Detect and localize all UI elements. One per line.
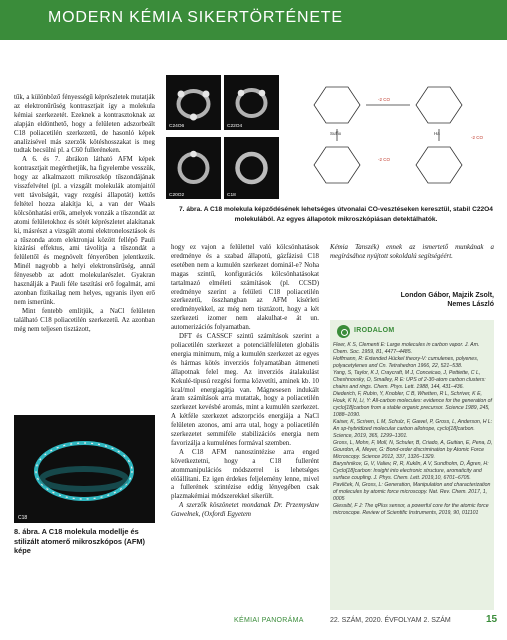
fig7-panel-label: C18 bbox=[227, 193, 236, 198]
figure-7-caption: 7. ábra. A C18 molekula képződésének lehetséges útvonalai CO-vesztéseken keresztül, stabil C22O4 molekulából. Az egyes állapotok mikroszkópiásan detektálhatók. bbox=[179, 206, 493, 223]
reference-item: Yang, S, Taylor, K J, Craycraft, M J, Conceicao, J, Pettiette, C L, Cheshnovsky, O, Smalley, R E: UPS of 2-30-atom carbon clusters: chains and rings. Chem. Phys. Lett. 1988, 144, 431–436. bbox=[333, 370, 486, 390]
paragraph: DFT és CASSCF szintű számítások szerint a poliacetilén szerkezet a potenciálfelületen globális energia minimum, míg a kumulén szerkezet az egyes és hármas kötés inverziós folyamatában átmeneti állapotnak felel meg. Az inverziós átalakulást Kekulé-típusú rezgési forma közvetíti, aminek kb. 10 kcal/mol energiagátja van. Mágnesesen indukált áram számítások arra mutattak, hogy a poliacetilén szerkezet kevésbé aromás, mint a kumulén szerkezet. A kétféle szerkezet adszorpciós energiája a NaCl felületen azonos, ami arra utal, hogy a poliacetilén szerkezetet semmiféle stabilizációs energia nem favorizálja a kumulénes formával szemben. bbox=[171, 333, 319, 447]
reference-item: Baryshnikov, G, V, Valiev, R, R, Kuklin, A V, Sundholm, D, Ågren, H: Cyclo[18]carbon: Insight into electronic structure, aromaticity and surface coupling. J. Phys. Chem. Lett. 2019,10, 6701–6705. bbox=[333, 461, 489, 481]
fig7-panel-label: C24O6 bbox=[169, 124, 185, 129]
co-label: -2 CO bbox=[378, 97, 391, 102]
molecule-structure bbox=[416, 87, 462, 123]
reference-item: Gross, L, Mohn, F, Moll, N, Schuler, B, Criado, A, Guitian, E, Pena, D, Gourdon, A, Meyer, G: Bond-order discrimination by Atomic Force Microscopy. Science 2012, 337, 1326–1329. bbox=[333, 440, 493, 460]
fig8-tag: C18 bbox=[18, 515, 28, 521]
figure-8-caption: 8. ábra. A C18 molekula modellje és stilizált atomerő mikroszkópos (AFM) képe bbox=[14, 527, 145, 556]
reference-item: Hoffmann, R: Extended Hückel theory-V: cumulenes, polyenes, polyacetylenes and Cn. Tetrahedron 1966, 22, 521–538. bbox=[333, 356, 479, 369]
scheme-label: Ha bbox=[434, 131, 440, 136]
fig7-panel-4 bbox=[224, 137, 279, 199]
author-line: London Gábor, Majzik Zsolt, bbox=[400, 292, 494, 299]
fig7-panel-3 bbox=[166, 137, 221, 199]
section-title: MODERN KÉMIA SIKERTÖRTÉNETE bbox=[48, 9, 343, 26]
references-list bbox=[333, 342, 493, 517]
fig7-panel-2 bbox=[224, 75, 279, 130]
reference-item: Diederich, F, Rubin, Y, Knobler, C B, Whetten, R L, Schriver, K E, Houk, K N, Li, Y: All-carbon molecules: evidence for the generation of cyclo[18]carbon from a stable organic precursor. Science 1989, 245, 1088–1090. bbox=[333, 391, 492, 418]
issue-info: 22. SZÁM, 2020. ÉVFOLYAM 2. SZÁM bbox=[330, 617, 451, 624]
text-column-3 bbox=[330, 244, 494, 262]
molecule-structure bbox=[416, 147, 462, 183]
reference-item: Giessibl, F J: The qPlus sensor, a powerful core for the atomic force microscope. Review of Scientific Instruments, 2019, 90, 011101 bbox=[333, 503, 489, 516]
acknowledgement: Kémia Tanszék) ennek az ismertető munkának a megírásához nyújtott sokoldalú segítségéért. bbox=[330, 244, 494, 260]
scheme-label: Suffix bbox=[330, 131, 342, 136]
author-signature bbox=[330, 291, 494, 309]
text-column-2 bbox=[171, 244, 319, 520]
co-label: -2 CO bbox=[471, 135, 484, 140]
paragraph: A C18 AFM nanoszintézise arra enged következtetni, hogy a C18 fullerént atommanipulációs módszerrel is lehetséges előállítani. Ez igen érdekes feljelemény lenne, mivel a fullerének szintézise eddig lényegében csak plazmakémiai módszerekkel sikerült. bbox=[171, 448, 319, 501]
molecule-structure bbox=[314, 147, 360, 183]
paragraph: A 6. és 7. ábrákon látható AFM képek kontrasztjait megérthetjük, ha figyelembe vesszük, hogy az alkalmazott mikroszkóp tűszondájának visszfelvétel (pl. a vizsgált molekulák atomjaitól vett távolságát, vagy rezgési állapotát) kettős feltétel hozza alakítja ki, a van der Waals kölcsönhatási erők, amelyek vonzák a tűszondát az atomi felületokhoz és sötét képrészletet alakítanak ki, másrészt a vizsgált atomi elektronelosztások és a tűszonda atom elektronjai között fellépő Pauli kizárási effektus, ami távolítja a tűszondát a felülettől és megnövelt fényerőben jelentkezik. Minél nagyobb a helyi elektronsűrűség, annál fényesebb az adott molekularészlet. Gyakran használják a Pauli féle taszítási erő fogalmát, ami azonban fizikailag nem helyes, ugyanis ilyen erő nem ismerünk. bbox=[14, 156, 155, 306]
reference-item: Kaiser, K, Scriven, L M, Schulz, F, Gawel, P, Gross, L, Anderson, H L: An sp-hybridized molecular carbon allotrope, cyclo[18]carbon. Science, 2019, 365, 1299–1301. bbox=[333, 419, 493, 439]
page-number: 15 bbox=[486, 614, 498, 625]
co-label: -2 CO bbox=[378, 157, 391, 162]
text-column-1 bbox=[14, 94, 155, 334]
acknowledgement: A szerzők köszönetet mondanak Dr. Przemysław Gawełnek, (Oxfordi Egyetem bbox=[171, 502, 319, 519]
page-header bbox=[0, 0, 507, 40]
author-line: Nemes László bbox=[447, 301, 494, 309]
fig7-panel-label: C20O2 bbox=[169, 193, 185, 198]
reference-item: Pavliček, N, Gross, L: Generation, Manipulation and characterization of molecules by atomic force microscopy. Nat. Rev. Chem. 2017, 1, 0005 bbox=[333, 482, 491, 502]
references-icon bbox=[337, 325, 350, 338]
paragraph: hogy ez vajon a felülettel való kölcsönhatások eredménye és a szabad állapotú, gázfázisú C18 esetében nem a kumulén szerkezet dominál-e? Noha magas szintű, konfigurációs kölcsönhatásokat tartalmazó elméleti számítások (pl. CCSD) eredménye szerint a felületi C18 poliacetilén szerkezetű, összhangban az AFM kísérleti eredményekkel, az még nem tisztázott, hogy a két szerkezeti izomer nem alakulhat-e át un. automerizációs folyamatban. bbox=[171, 244, 319, 332]
figure-8 bbox=[14, 415, 155, 523]
molecule-structure bbox=[314, 87, 360, 123]
fig7-panel-label: C22O4 bbox=[227, 124, 243, 129]
fig7-panel-1 bbox=[166, 75, 221, 130]
paragraph: Mint fentebb említjük, a NaCl felületen található C18 poliacetilén szerkezetű. Az azonban még nem teljesen tisztázott, bbox=[14, 307, 155, 333]
figure-7 bbox=[166, 75, 501, 203]
page-footer bbox=[0, 614, 507, 628]
magazine-name: KÉMIAI PANORÁMA bbox=[234, 617, 304, 624]
paragraph: tűk, a különböző fényességű képrészletek mutatják az elektronűrűség kontrasztjait így a molekula kémiai szerkezetét. Ezeknek a kontrasztoknak az alapján eldönthető, hogy a felületen adszorbeált C18 poliacetilén szerkezetű, de hasonló képek analízisével más szerzők kötéshosszakat is meg tudtak becsülni pl. a C60 fulleréneken. bbox=[14, 94, 155, 155]
reference-item: Fleer, K S, Clementi E: Large molecules in carbon vapor. J. Am. Chem. Soc. 1959, 81, 4477–4485. bbox=[333, 342, 480, 355]
references-title: IRODALOM bbox=[354, 327, 395, 334]
